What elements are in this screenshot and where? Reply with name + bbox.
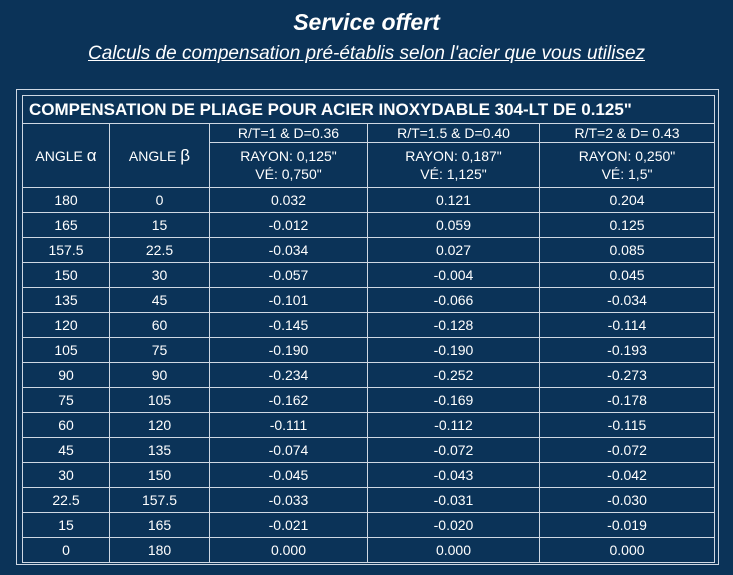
table-cell: 180 — [110, 538, 210, 563]
table-cell: 0 — [110, 188, 210, 213]
ve-label: VÉ: 1,5" — [601, 166, 653, 182]
table-cell: -0.101 — [210, 288, 368, 313]
angle-alpha-label: ANGLE — [35, 147, 83, 164]
table-cell: 60 — [110, 313, 210, 338]
table-cell: -0.012 — [210, 213, 368, 238]
table-cell: -0.128 — [368, 313, 540, 338]
table-row — [23, 538, 715, 563]
table-cell: 157.5 — [23, 238, 110, 263]
table-cell: -0.043 — [368, 463, 540, 488]
table-cell: -0.162 — [210, 388, 368, 413]
column-header-radius-1 — [210, 143, 368, 188]
table-cell: 105 — [23, 338, 110, 363]
table-cell: -0.021 — [210, 513, 368, 538]
table-cell: -0.234 — [210, 363, 368, 388]
table-cell: 0.032 — [210, 188, 368, 213]
table-cell: -0.019 — [540, 513, 715, 538]
table-cell: -0.033 — [210, 488, 368, 513]
table-cell: 90 — [23, 363, 110, 388]
table-cell: 15 — [110, 213, 210, 238]
table-cell: 30 — [110, 263, 210, 288]
column-header-rt-1: R/T=1 & D=0.36 — [210, 124, 368, 143]
table-cell: -0.034 — [210, 238, 368, 263]
table-cell: 0.027 — [368, 238, 540, 263]
table-row — [23, 313, 715, 338]
table-row — [23, 188, 715, 213]
page-title: Service offert — [293, 9, 440, 35]
table-cell: 75 — [23, 388, 110, 413]
table-cell: 45 — [23, 438, 110, 463]
table-cell: -0.045 — [210, 463, 368, 488]
ve-label: VÉ: 1,125" — [420, 166, 487, 182]
table-cell: 135 — [110, 438, 210, 463]
table-row — [23, 213, 715, 238]
table-cell: 45 — [110, 288, 210, 313]
table-row — [23, 513, 715, 538]
table-cell: 0.059 — [368, 213, 540, 238]
ve-label: VÉ: 0,750" — [255, 166, 322, 182]
table-cell: 0.085 — [540, 238, 715, 263]
table-cell: 0.000 — [368, 538, 540, 563]
table-cell: -0.114 — [540, 313, 715, 338]
table-cell: -0.004 — [368, 263, 540, 288]
table-cell: 0.000 — [210, 538, 368, 563]
radius-label: RAYON: 0,125" — [240, 148, 337, 164]
table-cell: -0.169 — [368, 388, 540, 413]
table-row — [23, 463, 715, 488]
table-cell: -0.072 — [368, 438, 540, 463]
table-row — [23, 238, 715, 263]
table-cell: 165 — [23, 213, 110, 238]
table-cell: -0.031 — [368, 488, 540, 513]
table-cell: -0.034 — [540, 288, 715, 313]
table-cell: 90 — [110, 363, 210, 388]
table-cell: -0.115 — [540, 413, 715, 438]
table-cell: -0.112 — [368, 413, 540, 438]
table-cell: 0.204 — [540, 188, 715, 213]
table-cell: 150 — [110, 463, 210, 488]
table-cell: 105 — [110, 388, 210, 413]
table-cell: -0.072 — [540, 438, 715, 463]
table-cell: -0.190 — [210, 338, 368, 363]
table-cell: -0.111 — [210, 413, 368, 438]
table-cell: 0.045 — [540, 263, 715, 288]
table-row — [23, 363, 715, 388]
table-cell: -0.190 — [368, 338, 540, 363]
table-cell: 60 — [23, 413, 110, 438]
alpha-symbol: α — [86, 145, 97, 165]
table-cell: -0.066 — [368, 288, 540, 313]
table-row — [23, 413, 715, 438]
table-row — [23, 488, 715, 513]
table-cell: 150 — [23, 263, 110, 288]
table-cell: 22.5 — [23, 488, 110, 513]
table-cell: -0.030 — [540, 488, 715, 513]
column-header-rt-2: R/T=1.5 & D=0.40 — [368, 124, 540, 143]
table-cell: -0.252 — [368, 363, 540, 388]
angle-beta-label: ANGLE — [128, 147, 177, 164]
table-cell: 180 — [23, 188, 110, 213]
table-body — [23, 188, 715, 563]
page-subtitle: Calculs de compensation pré-établis selon l'acier que vous utilisez — [87, 43, 646, 64]
table-row — [23, 438, 715, 463]
table-row — [23, 263, 715, 288]
table-row — [23, 288, 715, 313]
column-header-rt-3: R/T=2 & D= 0.43 — [540, 124, 715, 143]
table-row — [23, 338, 715, 363]
table-cell: -0.074 — [210, 438, 368, 463]
column-header-radius-2 — [368, 143, 540, 188]
column-header-angle-beta — [110, 124, 210, 188]
radius-label: RAYON: 0,187" — [405, 148, 502, 164]
table-cell: 30 — [23, 463, 110, 488]
column-header-angle-alpha — [23, 124, 110, 188]
beta-symbol: β — [180, 145, 191, 165]
table-cell: -0.057 — [210, 263, 368, 288]
bend-compensation-table — [22, 95, 715, 563]
table-cell: 15 — [23, 513, 110, 538]
table-cell: -0.193 — [540, 338, 715, 363]
table-cell: 0.000 — [540, 538, 715, 563]
table-cell: -0.042 — [540, 463, 715, 488]
table-cell: 120 — [23, 313, 110, 338]
table-cell: -0.145 — [210, 313, 368, 338]
table-cell: -0.178 — [540, 388, 715, 413]
table-cell: 22.5 — [110, 238, 210, 263]
table-caption: COMPENSATION DE PLIAGE POUR ACIER INOXYDABLE 304-LT DE 0.125" — [23, 96, 715, 124]
table-cell: 165 — [110, 513, 210, 538]
table-cell: 0.125 — [540, 213, 715, 238]
radius-label: RAYON: 0,250" — [578, 148, 676, 164]
table-cell: -0.020 — [368, 513, 540, 538]
table-cell: 0 — [23, 538, 110, 563]
table-cell: 0.121 — [368, 188, 540, 213]
table-cell: 157.5 — [110, 488, 210, 513]
table-cell: -0.273 — [540, 363, 715, 388]
table-row — [23, 388, 715, 413]
table-cell: 120 — [110, 413, 210, 438]
column-header-radius-3 — [540, 143, 715, 188]
table-cell: 75 — [110, 338, 210, 363]
table-cell: 135 — [23, 288, 110, 313]
